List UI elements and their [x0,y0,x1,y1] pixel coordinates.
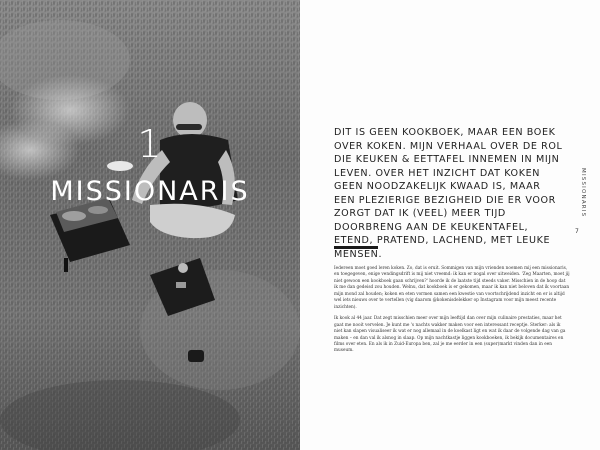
body-paragraph: Iedereen moet goed leren koken. Zo, dat is eruit. Sommigen van mijn vrienden noemen mij een missionaris, en toegegeven, enige vendingsdrift is mij niet vreemd: ik kan er nogal over uitweiden. 'Zeg Maarten, moet jij niet gewoon een kookboek gaan schrijven?' hoorde ik de laatste tijd steeds vaker. Misschien in de hoop dat ik me dan gedeisd zou houden. Welnu, dat kookboek is er gekomen, maar ik kan niet beloven dat ik voortaan mijn mond zal houden; koken en eten vormen samen een kwestie van voortschrijdend inzicht en er is altijd wel iets nieuws over te vertellen (vig daarom @kokenisdelekker op Instagram voor mijn meest recente inzichten). [334,266,570,310]
chapter-number: 1 [137,122,163,166]
chapter-title: MISSIONARIS [50,176,250,207]
body-paragraph: Ik kook al 44 jaar. Dat zegt misschien meer over mijn leeftijd dan over mijn culinaire prestaties, maar het gaat me nooit vervelen. Je kunt me 's nachts wakker maken voor een interessant receptje. Sterker: als ik niet kan slapen visualiseer ik wat er nog allemaal in de koelkast ligt en wat ik daar de volgende dag van ga maken – en dan val ik alsnog in slaap. Op mijn nachtkastje liggen kookboeken, ik bekijk documentaires en films over eten. En als ik in Zuid-Europa ben, zal je me eerder in een (super)markt vinden dan in een museum. [334,316,566,354]
intro-paragraph: DIT IS GEEN KOOKBOEK, MAAR EEN BOEK OVER KOKEN. MIJN VERHAAL OVER DE ROL DIE KEUKEN & EETTAFEL INNEMEN IN MIJN LEVEN. OVER HET INZICHT DAT KOKEN GEEN NOODZAKELIJK KWAAD IS, MAAR EEN PLEZIERIGE BEZIGHEID DIE ER VOOR ZORGT DAT IK (VEEL) MEER TIJD DOORBRENG AAN DE KEUKENTAFEL, ETEND, PRATEND, LACHEND, MET LEUKE MENSEN. [334,127,563,260]
section-rule [334,246,378,249]
running-head: MISSIONARIS [580,168,586,218]
page-number: 7 [575,228,579,235]
body-text [334,266,570,360]
